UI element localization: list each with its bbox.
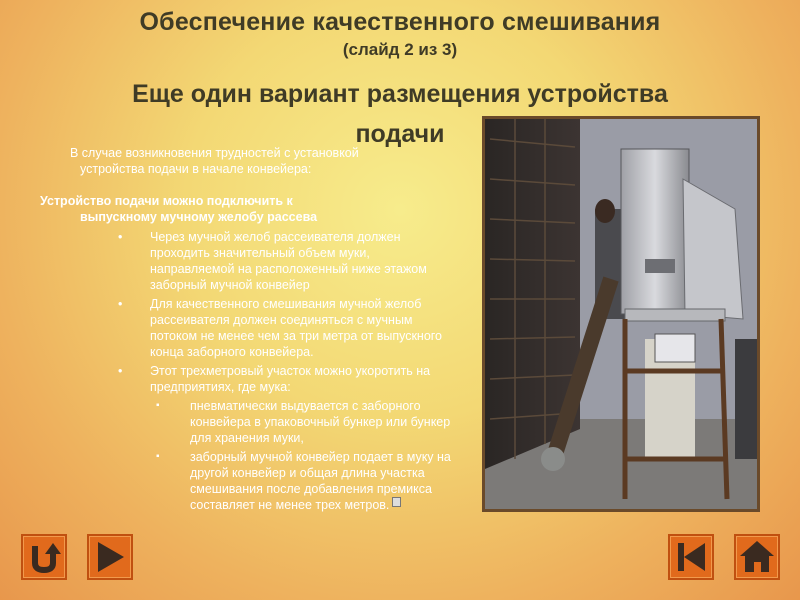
skip-to-first-icon	[670, 536, 712, 578]
list-item	[40, 363, 450, 395]
bullet-marker: •	[118, 364, 123, 378]
home-button[interactable]	[734, 534, 780, 580]
sub-list-item-text: заборный мучной конвейер подает в муку на другой конвейер и общая длина участка смешивания после добавления премикса составляет не менее трех метров.	[190, 450, 451, 512]
sub-list-item	[40, 398, 460, 446]
intro-line2: устройства подачи в начале конвейера:	[80, 162, 312, 176]
intro-line1: В случае возникновения трудностей с установкой	[70, 146, 359, 160]
feeder-photo	[482, 116, 760, 512]
list-item-text: Для качественного смешивания мучной желоб рассеивателя должен соединяться с мучным потоком не менее чем за три метра от выпускного конца заборного конвейера.	[150, 297, 443, 359]
bullet-list	[40, 229, 460, 513]
slide-counter: (слайд 2 из 3)	[342, 40, 458, 59]
intro-paragraph	[40, 145, 460, 177]
sub-list-item-text: пневматически выдувается с заборного конвейера в упаковочный бункер или бункер для хранения муки,	[190, 399, 451, 445]
list-item-text: Этот трехметровый участок можно укоротить на предприятиях, где мука:	[150, 364, 431, 394]
slide-subtitle-part2: подачи	[355, 120, 445, 148]
slide-subtitle-part1: Еще один вариант размещения устройства	[132, 80, 668, 108]
slide-title: Обеспечение качественного смешивания	[139, 8, 661, 36]
list-item	[40, 229, 450, 293]
sub-bullet-marker: ▪	[156, 451, 160, 462]
return-icon	[23, 536, 65, 578]
first-slide-button[interactable]	[668, 534, 714, 580]
feeder-photo-illustration	[485, 119, 757, 509]
return-button[interactable]	[21, 534, 67, 580]
bullet-marker: •	[118, 297, 123, 311]
slide-body	[40, 145, 460, 516]
list-item-text: Через мучной желоб рассеивателя должен проходить значительный объем муки, направляемой на расположенный ниже этажом заборный мучной конвейер	[150, 230, 427, 292]
play-next-icon	[89, 536, 131, 578]
sub-bullet-marker: ▪	[156, 400, 160, 411]
sound-icon	[392, 497, 401, 507]
key-point-line1: Устройство подачи можно подключить к	[40, 194, 293, 208]
home-icon	[736, 536, 778, 578]
next-slide-button[interactable]	[87, 534, 133, 580]
sub-list-item	[40, 449, 460, 513]
slide-title-block	[0, 8, 800, 60]
bullet-marker: •	[118, 230, 123, 244]
key-point-paragraph	[40, 193, 460, 225]
key-point-line2: выпускному мучному желобу рассева	[80, 210, 318, 224]
list-item	[40, 296, 450, 360]
